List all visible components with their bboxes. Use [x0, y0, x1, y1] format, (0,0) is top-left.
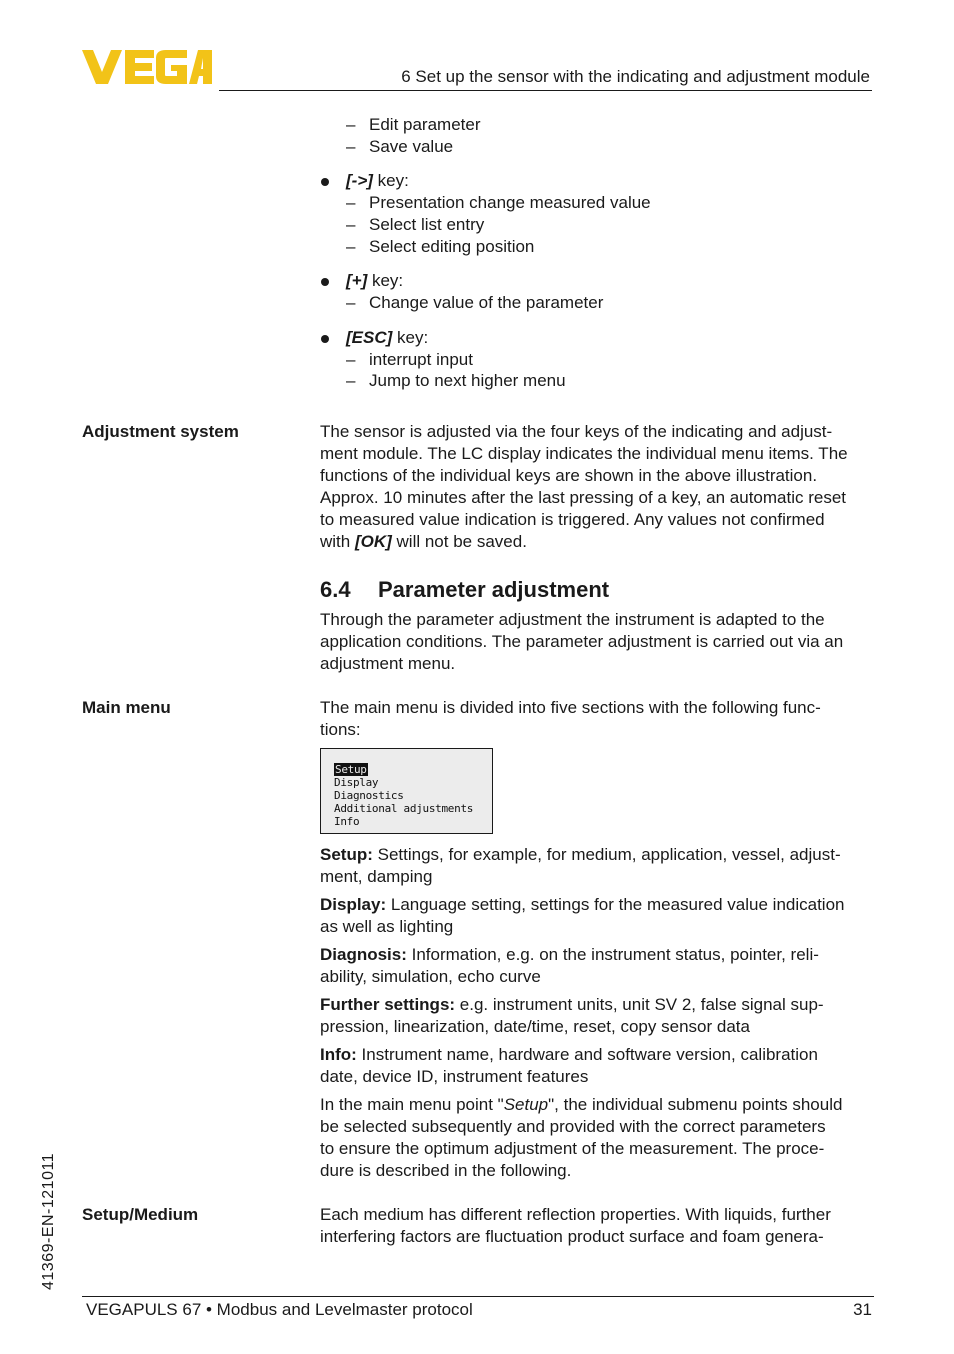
desc-term: Info: [320, 1045, 357, 1064]
dash-marker: – [346, 237, 356, 256]
side-label-adjustment-system: Adjustment system [82, 422, 239, 441]
dash-marker: – [346, 350, 356, 369]
key-arrow-item: Select list entry [369, 215, 485, 234]
desc-term: Diagnosis: [320, 945, 407, 964]
key-name: [ESC] [346, 328, 393, 347]
desc-text: e.g. instrument units, unit SV 2, false signal sup- pression, linearization, date/time, reset, copy sensor data [320, 995, 824, 1036]
setup-medium-text: Each medium has different reflection properties. With liquids, further interfering factors are fluctuation product surface and foam genera- [320, 1205, 831, 1246]
dash-marker: – [346, 293, 356, 312]
key-suffix: key: [367, 271, 404, 290]
desc-display [320, 894, 880, 938]
desc-text: Information, e.g. on the instrument status, pointer, reli- ability, simulation, echo curve [320, 945, 819, 986]
section-number: 6.4 [320, 577, 351, 602]
side-label-setup-medium: Setup/Medium [82, 1205, 199, 1224]
section-heading [320, 576, 609, 604]
vega-logo [82, 50, 212, 84]
dash-marker: – [346, 137, 356, 156]
lcd-menu-item-setup [334, 763, 368, 776]
lcd-menu-item-display: Display [334, 776, 379, 789]
key-esc-label [346, 327, 428, 349]
ok-key-ref: [OK] [354, 532, 392, 551]
key-arrow-item: Select editing position [369, 237, 535, 256]
desc-term: Display: [320, 895, 387, 914]
key-plus-label [346, 270, 403, 292]
lcd-display [320, 748, 493, 834]
desc-text: Language setting, settings for the measured value indication as well as lighting [320, 895, 845, 936]
key-plus-item: Change value of the parameter [369, 293, 604, 312]
key-esc-item: interrupt input [369, 350, 473, 369]
desc-setup [320, 844, 880, 888]
main-menu-closing [320, 1094, 880, 1182]
dash-marker: – [346, 115, 356, 134]
footer-rule [82, 1296, 874, 1297]
bullet-icon [321, 278, 329, 286]
adjustment-system-text [320, 421, 880, 553]
section-intro: Through the parameter adjustment the instrument is adapted to the application conditions. The parameter adjustment is carried out via an adjustment menu. [320, 610, 844, 673]
ok-sub-item: Save value [369, 137, 454, 156]
key-name: [+] [346, 271, 368, 290]
lcd-menu-item-diagnostics: Diagnostics [334, 789, 404, 802]
desc-further-settings [320, 994, 880, 1038]
adjustment-system-body: The sensor is adjusted via the four keys of the indicating and adjust- ment module. The LC display indicates the individual menu items. The functions of the individual keys are shown in the above illustration. Approx. 10 minutes after the last pressing of a key, an automatic reset to measured value indication is triggered. Any values not confirmed with [320, 422, 848, 551]
chapter-heading: 6 Set up the sensor with the indicating and adjustment module [401, 67, 870, 86]
desc-term: Further settings: [320, 995, 456, 1014]
lcd-menu-item-info: Info [334, 815, 360, 828]
document-id: 41369-EN-121011 [40, 1152, 57, 1290]
closing-pre: In the main menu point " [320, 1095, 504, 1114]
key-esc-item: Jump to next higher menu [369, 371, 566, 390]
adjustment-system-tail: will not be saved. [391, 532, 527, 551]
desc-info [320, 1044, 880, 1088]
desc-text: Instrument name, hardware and software version, calibration date, device ID, instrument features [320, 1045, 818, 1086]
closing-post: ", the individual submenu points should be selected subsequently and provided with the correct parameters to ensure the optimum adjustment of the measurement. The proce- dure is described in the following. [320, 1095, 843, 1180]
closing-emphasis: Setup [503, 1095, 549, 1114]
desc-term: Setup: [320, 845, 373, 864]
header-rule [219, 90, 872, 91]
dash-marker: – [346, 215, 356, 234]
lcd-menu-item-additional: Additional adjustments [334, 802, 474, 815]
desc-text: Settings, for example, for medium, application, vessel, adjust- ment, damping [320, 845, 841, 886]
side-label-main-menu: Main menu [82, 698, 171, 717]
bullet-icon [321, 178, 329, 186]
bullet-icon [321, 335, 329, 343]
lcd-selected-item: Setup [335, 763, 367, 776]
dash-marker: – [346, 193, 356, 212]
page-number: 31 [853, 1300, 872, 1319]
ok-sub-item: Edit parameter [369, 115, 481, 134]
footer-title: VEGAPULS 67 • Modbus and Levelmaster protocol [86, 1300, 473, 1319]
desc-diagnosis [320, 944, 880, 988]
key-name: [->] [346, 171, 373, 190]
main-menu-text: The main menu is divided into five sections with the following func- tions: [320, 698, 821, 739]
key-arrow-label [346, 170, 409, 192]
key-arrow-item: Presentation change measured value [369, 193, 651, 212]
dash-marker: – [346, 371, 356, 390]
key-suffix: key: [392, 328, 429, 347]
key-suffix: key: [372, 171, 409, 190]
section-title: Parameter adjustment [378, 577, 610, 602]
